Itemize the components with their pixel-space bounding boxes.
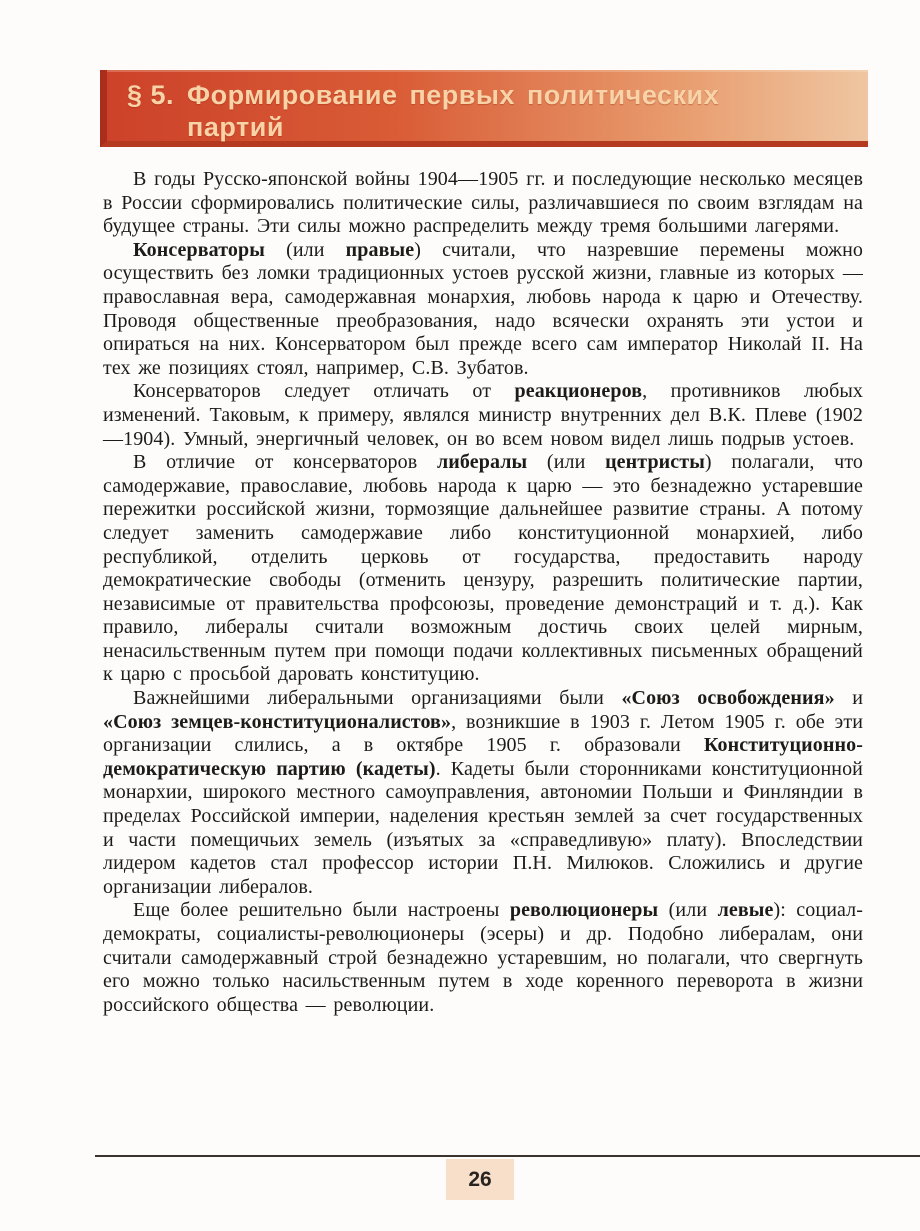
text-run: ) считали, что назревшие перемены можно осуществить без ломки традиционных устоев русской жизни, главные из которых — православная вера, самодержавная монархия, любовь народа к царю и Отечеству. Проводя общественные преобразования, надо всячески охранять эти устои и опираться на них. Консерватором был прежде всего сам император Николай II. На тех же позициях стоял, например, С.В. Зубатов. [103, 238, 863, 379]
text-run: ) полагали, что самодержавие, православие, любовь народа к царю — это безнадежно устаревшие пережитки российской жизни, тормозящие дальнейшее развитие страны. А потому следует заменить самодержавие либо конституционной монархией, либо республикой, отделить церковь от государства, предоставить народу демократические свободы (отменить цензуру, разрешить политические партии, независимые от правительства профсоюзы, проведение демонстраций и т. д.). Как правило, либералы считали возможным достичь своих целей мирным, ненасильственным путем при помощи подачи коллективных письменных обращений к царю с просьбой даровать конституцию. [103, 451, 863, 686]
bold-term: реакционеров [514, 380, 643, 403]
section-number: § 5. [127, 80, 175, 110]
footer-rule [95, 1155, 920, 1157]
paragraph [103, 168, 863, 239]
text-run: (или [658, 899, 718, 922]
bold-term: «Союз земцев-конституционалистов» [103, 710, 452, 733]
bold-term: правые [345, 238, 415, 261]
section-header-banner [100, 70, 868, 147]
text-run: ): социал-демократы, социалисты-революционеры (эсеры) и др. Подобно либералам, они считали самодержавный строй безнадежно устаревшим, но полагали, что свергнуть его можно только насильственным путем в ходе коренного переворота в жизни российского общества — революции. [103, 899, 863, 1016]
text-run: . Кадеты были сторонниками конституционной монархии, широкого местного самоуправления, автономии Польши и Финляндии в пределах Российской империи, наделения крестьян землей за счет государственных и части помещичьих земель (изъятых за «справедливую» плату). Впоследствии лидером кадетов стал профессор истории П.Н. Милюков. Сложились и другие организации либералов. [103, 757, 863, 898]
paragraph [103, 687, 863, 899]
bold-term: Консерваторы [133, 238, 265, 261]
paragraph [103, 239, 863, 381]
bold-term: «Союз освобождения» [621, 687, 835, 710]
bold-term: революционеры [509, 899, 659, 922]
bold-term: центристы [605, 451, 705, 474]
page-number: 26 [446, 1159, 514, 1200]
text-run: , противников любых изменений. Таковым, к примеру, являлся министр внутренних дел В.К. Плеве (1902—1904). Умный, энергичный человек, он во всем новом видел лишь подрыв устоев. [103, 380, 864, 450]
section-title: Формирование первых политических партий [187, 80, 720, 142]
bold-term: левые [717, 899, 774, 922]
text-run: (или [264, 238, 346, 261]
text-run: (или [527, 451, 606, 474]
text-run: и [834, 687, 863, 710]
text-run: Консерваторов следует отличать от [133, 380, 515, 403]
paragraph [103, 380, 863, 451]
paragraph [103, 451, 863, 687]
text-run: В годы Русско-японской войны 1904—1905 гг. и последующие несколько месяцев в России сформировались политические силы, различавшиеся по своим взглядам на будущее страны. Эти силы можно распределить между тремя большими лагерями. [103, 168, 863, 238]
text-run: Еще более решительно были настроены [133, 899, 510, 922]
text-run: , возникшие в 1903 г. Летом 1905 г. обе эти организации слились, а в октябре 1905 г. образовали [103, 710, 863, 757]
paragraph [103, 899, 863, 1017]
text-run: Важнейшими либеральными организациями были [133, 687, 622, 710]
bold-term: Конституционно-демократическую партию (кадеты) [103, 734, 863, 780]
bold-term: либералы [436, 451, 528, 474]
text-run: В отличие от консерваторов [133, 451, 437, 474]
body-text [103, 168, 863, 1017]
